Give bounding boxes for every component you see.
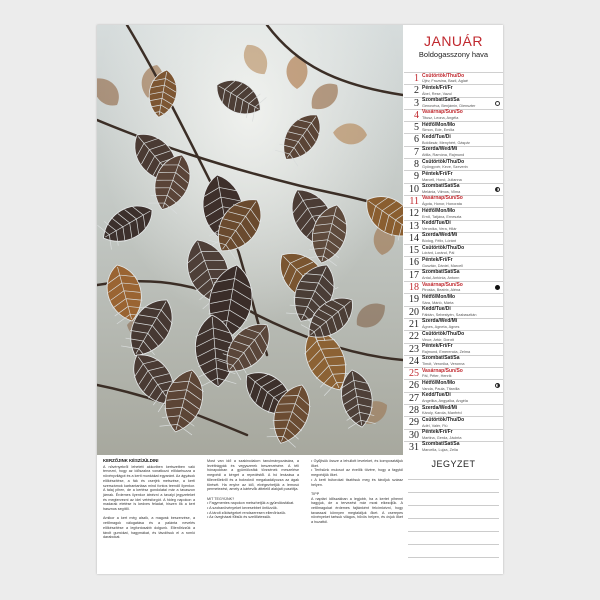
moon-phase-icon xyxy=(495,101,500,106)
day-number: 23 xyxy=(409,343,419,355)
day-of-week: Szerda/Wed/Mi xyxy=(422,318,458,325)
note-line xyxy=(408,518,499,519)
article-column-3 xyxy=(311,459,403,525)
moon-phase-icon xyxy=(495,285,500,290)
day-number: 5 xyxy=(414,122,419,134)
day-of-week: Szombat/Sat/Sa xyxy=(422,183,460,190)
article-text-3: • Gyűjtsük össze a lehullott leveleket, és komposztáljuk őket. • Terítsünk mulcsot az évelők tövére, hogy a fagytól megvédjük őket. • A kerti bútorokat tisztítsuk meg és tároljuk száraz helyen. TIPP A naptári időszakban a legjobb, ha a kertet pihenni hagyjuk, de a tervezést már most elkezdjük. A vetőmagokat érdemes fajtánként felcímkézni, hogy tavasszal könnyen megtaláljuk őket. A cserepes növényeket tartsuk világos, hűvös helyen, és óvjuk őket a huzattól. xyxy=(311,459,403,525)
day-row xyxy=(404,367,503,379)
calendar-column xyxy=(404,25,503,455)
day-row xyxy=(404,220,503,232)
day-of-week: Vasárnap/Sun/So xyxy=(422,367,463,374)
day-of-week: Csütörtök/Thu/Do xyxy=(422,330,465,337)
day-row xyxy=(404,244,503,256)
name-days: Rajmund, Emerencia, Zelma xyxy=(422,349,471,354)
day-number: 31 xyxy=(409,441,419,453)
day-row xyxy=(404,355,503,367)
note-line xyxy=(408,531,499,532)
day-number: 2 xyxy=(414,85,419,97)
day-of-week: Vasárnap/Sun/So xyxy=(422,195,463,202)
name-days: Timót, Veronika, Veronna xyxy=(422,362,465,367)
name-days: Lóránt, Loránd, Pál xyxy=(422,251,455,256)
name-days: Titusz, Leona, Angéla xyxy=(422,116,459,121)
day-row xyxy=(404,318,503,330)
name-days: Melánia, Vilmos, Vilma xyxy=(422,189,461,194)
day-row xyxy=(404,121,503,133)
name-days: Vanda, Paula, Titanilla xyxy=(422,386,460,391)
name-days: Marcella, Lujza, Zelia xyxy=(422,448,458,453)
article-text-2: Most van idő a szakirodalom tanulmányozására, a levéltrágyák és vegyszerek beszerzésére. A téli hónapokban a gyümölcsfák törzsének meszelése megvédi a kérget a repedéstől. A hó lerázása a tűlevelűekről és a bokrokról megakadályozza az ágak törését. Ha enyhe az idő, elvégezhetjük a lemosó permetezést, amely a kártevők áttelelő alakjait pusztítja. MIT TEGYÜNK? • Fagymentes napokon metszhetjük a gyümölcsfákat. • A szobanövényeket kevesebbet öntözzük. • A tárolt zöldségeket rendszeresen ellenőrizzük. • Az üvegházat fűtsük és szellőztessük. xyxy=(207,459,299,520)
photo-frosted-beech-leaves xyxy=(97,25,403,455)
name-days: Boldizsár, Menyhért, Gáspár xyxy=(422,140,470,145)
day-number: 16 xyxy=(409,257,419,269)
day-row xyxy=(404,183,503,195)
day-number: 13 xyxy=(409,220,419,232)
name-days: Ábel, Rese, Vazul xyxy=(422,91,452,96)
name-days: Angelika, Angyalka, Angéla xyxy=(422,399,468,404)
day-row xyxy=(404,207,503,219)
name-days: Pál, Péter, Henrik xyxy=(422,374,452,379)
notes-title: JEGYZET xyxy=(431,459,476,469)
name-days: Gusztáv, Dániel, Marcell xyxy=(422,263,463,268)
name-days: Ernő, Tatjána, Erneszta xyxy=(422,214,462,219)
name-days: Vince, Artúr, Dorott xyxy=(422,337,454,342)
day-of-week: Szerda/Wed/Mi xyxy=(422,404,458,411)
name-days: Simon, Ede, Emília xyxy=(422,128,455,133)
day-row xyxy=(404,441,503,453)
day-row xyxy=(404,293,503,305)
day-of-week: Szombat/Sat/Sa xyxy=(422,355,460,362)
day-of-week: Kedd/Tue/Di xyxy=(422,133,451,140)
name-days: Sára, Márió, Márta xyxy=(422,300,454,305)
article-column-1 xyxy=(103,459,195,540)
day-number: 21 xyxy=(409,318,419,330)
day-number: 19 xyxy=(409,294,419,306)
day-row xyxy=(404,281,503,293)
day-number: 12 xyxy=(409,208,419,220)
day-number: 28 xyxy=(409,405,419,417)
article-column-2 xyxy=(207,459,299,520)
day-of-week: Szombat/Sat/Sa xyxy=(422,269,460,276)
day-row xyxy=(404,343,503,355)
day-of-week: Csütörtök/Thu/Do xyxy=(422,72,465,79)
day-row xyxy=(404,97,503,109)
note-line xyxy=(408,505,499,506)
name-days: Bódog, Félix, Lóránt xyxy=(422,239,456,244)
day-row xyxy=(404,72,503,84)
day-number: 29 xyxy=(409,417,419,429)
day-of-week: Kedd/Tue/Di xyxy=(422,392,451,399)
day-number: 18 xyxy=(409,282,419,294)
day-row xyxy=(404,306,503,318)
moon-phase-icon xyxy=(495,383,500,388)
day-of-week: Vasárnap/Sun/So xyxy=(422,109,463,116)
name-days: Attila, Ramóna, Rajmund xyxy=(422,153,465,158)
day-of-week: Kedd/Tue/Di xyxy=(422,220,451,227)
name-days: Gyöngyvér, Keve, Szeverin xyxy=(422,165,468,170)
name-days: Marcell, Honó, Julianna xyxy=(422,177,462,182)
day-row xyxy=(404,330,503,342)
day-row xyxy=(404,109,503,121)
day-of-week: Szombat/Sat/Sa xyxy=(422,97,460,104)
day-of-week: Hétfő/Mon/Mo xyxy=(422,121,456,128)
day-number: 3 xyxy=(414,97,419,109)
day-number: 25 xyxy=(409,368,419,380)
month-title: JANUÁR xyxy=(423,33,483,49)
day-number: 15 xyxy=(409,245,419,257)
day-number: 24 xyxy=(409,355,419,367)
day-row xyxy=(404,429,503,441)
day-row xyxy=(404,170,503,182)
day-of-week: Péntek/Fri/Fr xyxy=(422,170,453,177)
day-number: 8 xyxy=(414,159,419,171)
day-of-week: Péntek/Fri/Fr xyxy=(422,256,453,263)
notes-area xyxy=(404,455,503,574)
name-days: Martina, Gerda, Jácinta xyxy=(422,435,462,440)
day-row xyxy=(404,416,503,428)
day-of-week: Csütörtök/Thu/Do xyxy=(422,158,465,165)
name-days: Ágota, Honor, Honorata xyxy=(422,202,462,207)
day-row xyxy=(404,256,503,268)
day-row xyxy=(404,133,503,145)
day-number: 26 xyxy=(409,380,419,392)
day-number: 17 xyxy=(409,269,419,281)
name-days: Genovéva, Benjámin, Dienszter xyxy=(422,103,476,108)
day-row xyxy=(404,392,503,404)
day-of-week: Szerda/Wed/Mi xyxy=(422,232,458,239)
day-number: 11 xyxy=(409,195,419,207)
day-number: 6 xyxy=(414,134,419,146)
note-line xyxy=(408,479,499,480)
note-line xyxy=(408,544,499,545)
name-days: Újév, Fruzsina, Bazil, Aglaé xyxy=(422,79,468,84)
day-number: 1 xyxy=(414,73,419,84)
day-of-week: Csütörtök/Thu/Do xyxy=(422,416,465,423)
day-number: 7 xyxy=(414,146,419,158)
day-of-week: Csütörtök/Thu/Do xyxy=(422,244,465,251)
note-line xyxy=(408,492,499,493)
day-row xyxy=(404,146,503,158)
name-days: Adél, Valér, Fiú xyxy=(422,423,448,428)
day-list xyxy=(404,72,503,453)
article xyxy=(103,459,403,571)
day-of-week: Szombat/Sat/Sa xyxy=(422,441,460,448)
day-number: 22 xyxy=(409,331,419,343)
day-of-week: Péntek/Fri/Fr xyxy=(422,429,453,436)
day-number: 27 xyxy=(409,392,419,404)
month-header xyxy=(404,25,503,72)
day-of-week: Hétfő/Mon/Mo xyxy=(422,293,456,300)
day-of-week: Kedd/Tue/Di xyxy=(422,306,451,313)
name-days: Ágnes, Agneta, Agnes xyxy=(422,325,460,330)
day-of-week: Vasárnap/Sun/So xyxy=(422,281,463,288)
day-number: 9 xyxy=(414,171,419,183)
article-text-1: A növényekről lehetett akkoriben kertszetben való tervezni, hogy az időszakra vonatkozó elődarhuzza a növényvilágot és a kerti munkákat egyaránt. Az ágyások előkészítése, a fák és cserjék metszése, a kerti szerszámok karbantartása mind fontos teendő ilyenkor. A talaj pihen, de a kertész gondolatai már a tavaszon járnak. Érdemes ilyenkor átnézni a tavalyi jegyzeteket és megtervezni az idei vetésforgót. A hideg napokon a madarak etetése is kedves feladat, hiszen ők a kert hasznos segítői. Amikor a kert még alszik, a magvak beszerzése, a vetőmagok válogatása és a palánta nevelés előkészítése a legfontosabb dolgunk. Ellenőrizzük a tárolt gumókat, hagymákat, és távolítsuk el a romló darabokat. xyxy=(103,464,195,540)
day-of-week: Hétfő/Mon/Mo xyxy=(422,207,456,214)
article-heading: KERZŐJINK KÉSZÍJÜLDINI xyxy=(103,458,159,463)
month-folk-name: Boldogasszony hava xyxy=(418,50,489,59)
day-number: 20 xyxy=(409,306,419,318)
day-row xyxy=(404,232,503,244)
day-row xyxy=(404,158,503,170)
name-days: Antal, Antónia, Antonn xyxy=(422,276,460,281)
day-number: 30 xyxy=(409,429,419,441)
name-days: Piroska, Beatrix, Aléna xyxy=(422,288,461,293)
day-of-week: Péntek/Fri/Fr xyxy=(422,84,453,91)
day-row xyxy=(404,379,503,391)
day-number: 4 xyxy=(414,109,419,121)
day-of-week: Szerda/Wed/Mi xyxy=(422,146,458,153)
note-line xyxy=(408,557,499,558)
name-days: Fábián, Sebestyén, Szabasztián xyxy=(422,312,477,317)
day-number: 10 xyxy=(409,183,419,195)
day-row xyxy=(404,404,503,416)
day-row xyxy=(404,84,503,96)
moon-phase-icon xyxy=(495,187,500,192)
day-number: 14 xyxy=(409,232,419,244)
day-row xyxy=(404,195,503,207)
name-days: Károly, Karola, Manfréd xyxy=(422,411,462,416)
name-days: Veronika, Vera, Hilár xyxy=(422,226,457,231)
day-row xyxy=(404,269,503,281)
day-of-week: Péntek/Fri/Fr xyxy=(422,343,453,350)
day-of-week: Hétfő/Mon/Mo xyxy=(422,379,456,386)
calendar-page xyxy=(97,25,503,574)
